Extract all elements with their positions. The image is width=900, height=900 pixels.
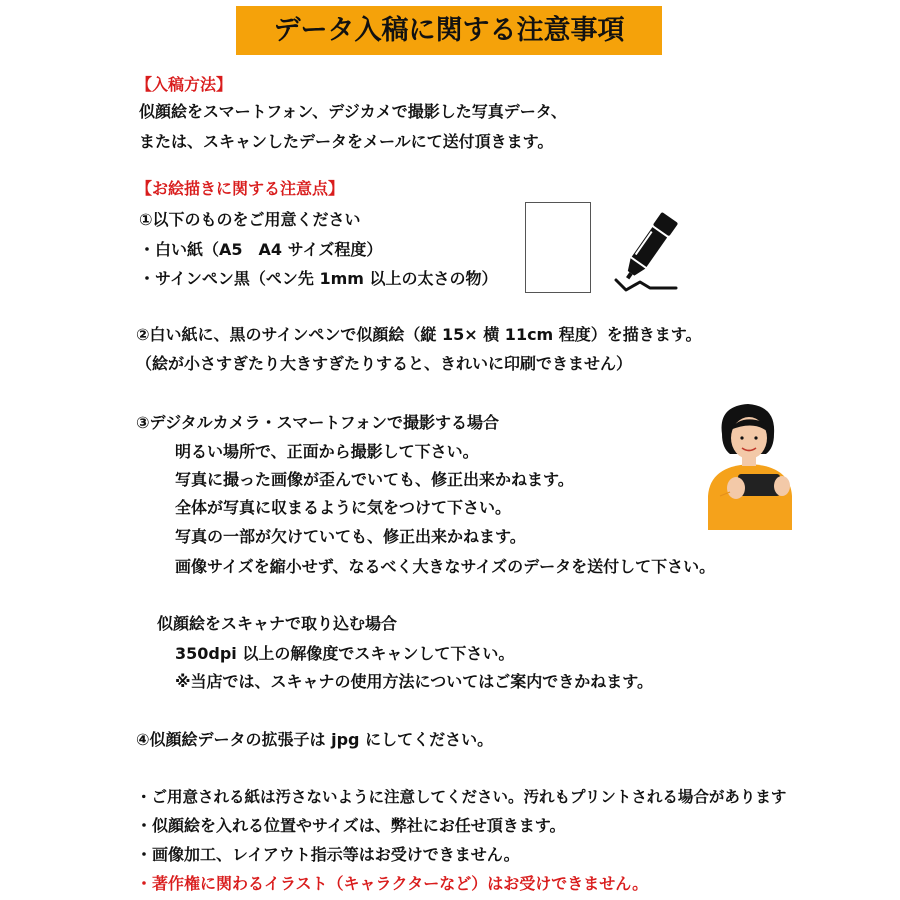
step2-line: ②白い紙に、黒のサインペンで似顔絵（縦 15× 横 11cm 程度）を描きます。 [136,325,702,344]
step3-line: 画像サイズを縮小せず、なるべく大きなサイズのデータを送付して下さい。 [175,557,716,576]
paper-sheet-icon [525,202,591,293]
drawing-item: ・サインペン黒（ペン先 1mm 以上の太さの物） [139,269,498,288]
step3-line: 明るい場所で、正面から撮影して下さい。 [175,442,479,461]
step3-line: 全体が写真に収まるように気をつけて下さい。 [175,498,512,517]
scanner-heading: 似顔絵をスキャナで取り込む場合 [157,614,398,633]
step4-line: ④似顔絵データの拡張子は jpg にしてください。 [136,730,494,749]
step3-line: 写真の一部が欠けていても、修正出来かねます。 [175,527,526,546]
submission-heading: 【入稿方法】 [136,75,233,94]
person-with-phone-icon [700,400,800,530]
scanner-line: 350dpi 以上の解像度でスキャンして下さい。 [175,644,515,663]
drawing-heading: 【お絵描きに関する注意点】 [136,179,345,198]
note-line: ・画像加工、レイアウト指示等はお受けできません。 [136,845,520,864]
copyright-warning: ・著作権に関わるイラスト（キャラクターなど）はお受けできません。 [136,874,649,893]
step3-line: 写真に撮った画像が歪んでいても、修正出来かねます。 [175,470,574,489]
submission-line: または、スキャンしたデータをメールにて送付頂きます。 [139,132,554,151]
marker-pen-icon [606,212,686,294]
note-line: ・似顔絵を入れる位置やサイズは、弊社にお任せ頂きます。 [136,816,566,835]
page-title: データ入稿に関する注意事項 [273,15,625,46]
step2-line: （絵が小さすぎたり大きすぎたりすると、きれいに印刷できません） [136,354,633,373]
note-line: ・ご用意される紙は汚さないように注意してください。汚れもプリントされる場合があります [136,788,787,806]
drawing-item: ・白い紙（A5 A4 サイズ程度） [139,240,383,259]
scanner-line: ※当店では、スキャナの使用方法についてはご案内できかねます。 [175,672,653,691]
step3-heading: ③デジタルカメラ・スマートフォンで撮影する場合 [136,413,499,432]
submission-line: 似顔絵をスマートフォン、デジカメで撮影した写真データ、 [139,102,567,121]
drawing-item: ①以下のものをご用意ください [139,210,361,229]
